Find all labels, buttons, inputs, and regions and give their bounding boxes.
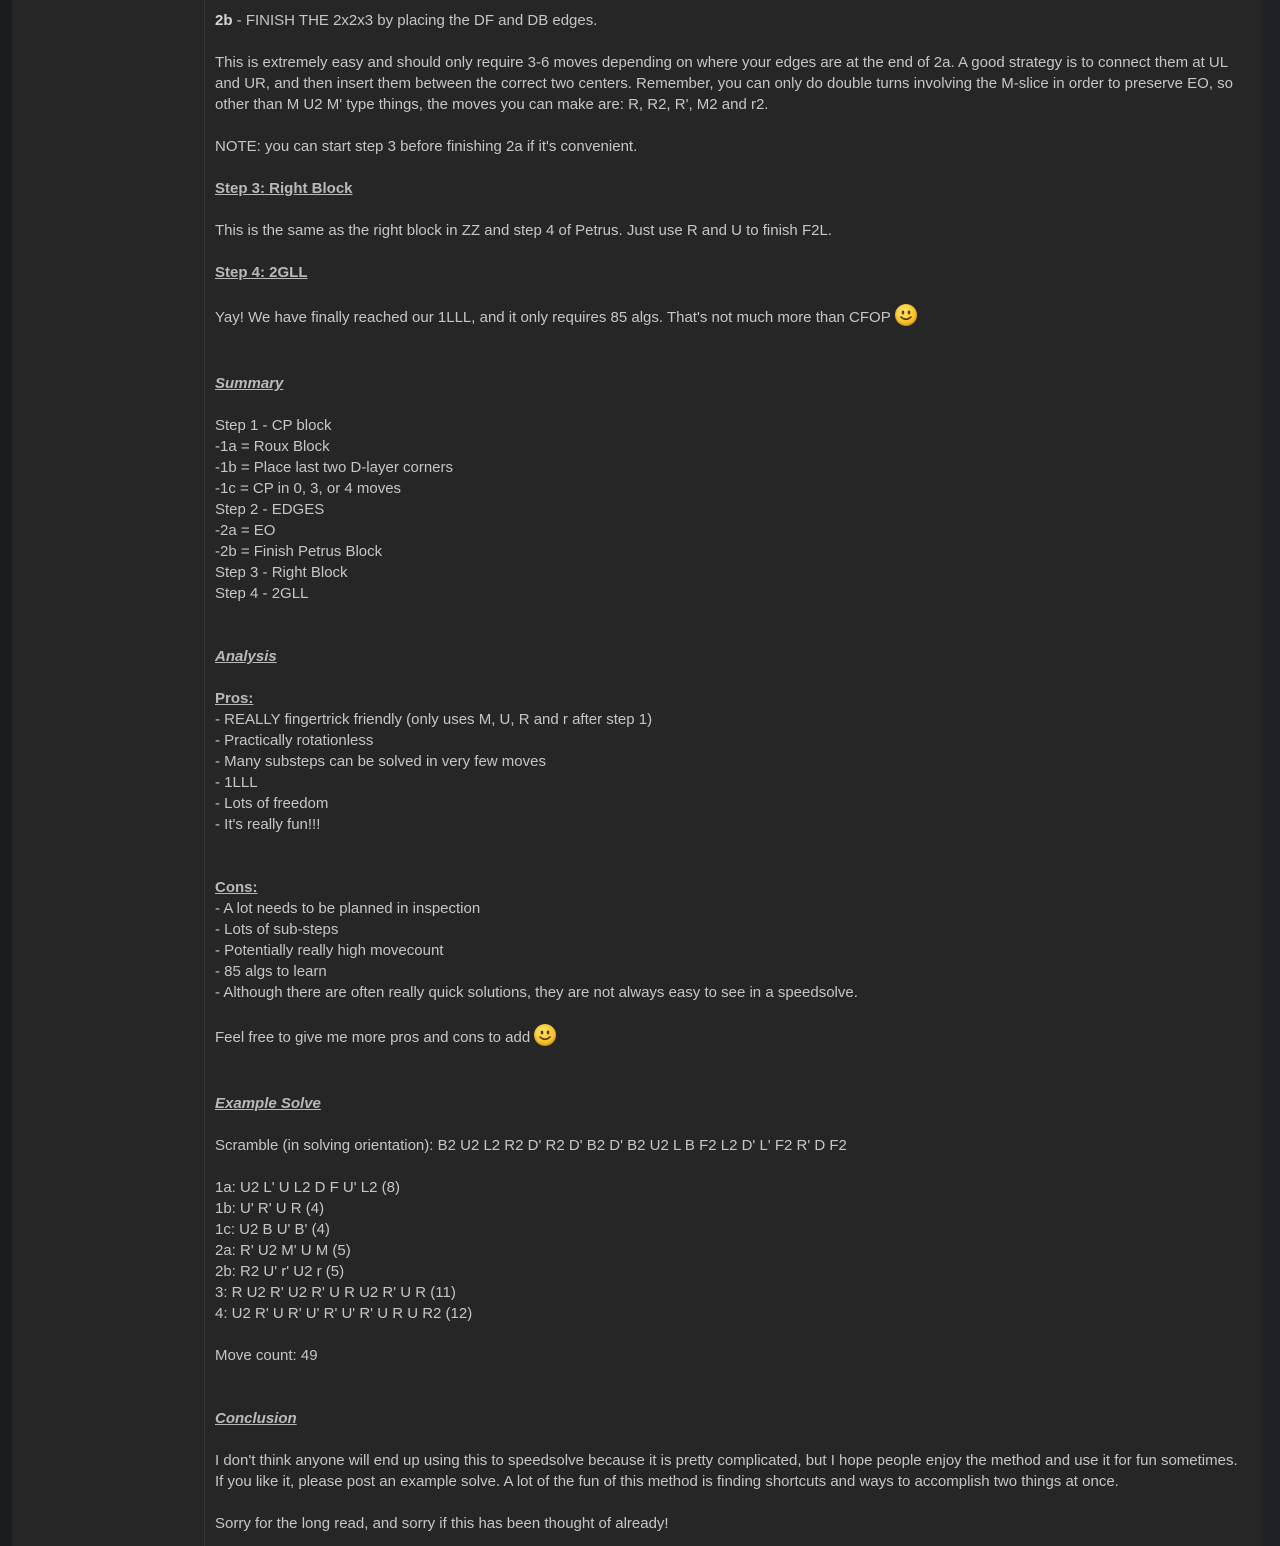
- smiley-icon: [534, 1024, 556, 1046]
- pros-list: [215, 709, 1245, 835]
- post-author-column: [12, 0, 205, 1546]
- post-body: [215, 10, 1245, 1534]
- solve-steps: [215, 1177, 1245, 1324]
- step-3-heading: Step 3: Right Block: [215, 180, 353, 197]
- step-4-line: [215, 304, 1245, 331]
- cons-heading: Cons:: [215, 879, 258, 896]
- pros-heading: Pros:: [215, 690, 254, 707]
- summary-item: -1a = Roux Block: [215, 438, 330, 455]
- con-item: - A lot needs to be planned in inspection: [215, 900, 481, 917]
- summary-heading: Summary: [215, 375, 284, 392]
- pro-item: - Lots of freedom: [215, 795, 329, 812]
- summary-item: -2a = EO: [215, 522, 276, 539]
- summary-item: -2b = Finish Petrus Block: [215, 543, 383, 560]
- pro-item: - 1LLL: [215, 774, 258, 791]
- summary-item: Step 2 - EDGES: [215, 501, 325, 518]
- move-count: Move count: 49: [215, 1347, 318, 1364]
- pro-item: - Many substeps can be solved in very few moves: [215, 753, 546, 770]
- note-text: NOTE: you can start step 3 before finishing 2a if it's convenient.: [215, 138, 638, 155]
- step-2b-line: [215, 10, 1245, 31]
- conclusion-heading: Conclusion: [215, 1410, 297, 1427]
- con-item: - 85 algs to learn: [215, 963, 327, 980]
- solve-step: 2a: R' U2 M' U M (5): [215, 1242, 351, 1259]
- step-4-heading: Step 4: 2GLL: [215, 264, 308, 281]
- summary-item: Step 4 - 2GLL: [215, 585, 309, 602]
- con-item: - Lots of sub-steps: [215, 921, 339, 938]
- pro-item: - Practically rotationless: [215, 732, 374, 749]
- pro-item: - REALLY fingertrick friendly (only uses M, U, R and r after step 1): [215, 711, 653, 728]
- conclusion-body: I don't think anyone will end up using this to speedsolve because it is pretty complicated, but I hope people enjoy the method and use it for fun sometimes. If you like it, please post an example solve. A lot of the fun of this method is finding shortcuts and ways to accomplish two things at once.: [215, 1452, 1242, 1490]
- solve-step: 1c: U2 B U' B' (4): [215, 1221, 330, 1238]
- step-3-body: This is the same as the right block in ZZ and step 4 of Petrus. Just use R and U to finish F2L.: [215, 222, 832, 239]
- closing-text: Sorry for the long read, and sorry if this has been thought of already!: [215, 1515, 669, 1532]
- smiley-icon: [895, 304, 917, 326]
- con-item: - Potentially really high movecount: [215, 942, 444, 959]
- pro-item: - It's really fun!!!: [215, 816, 321, 833]
- example-solve-heading: Example Solve: [215, 1095, 321, 1112]
- summary-item: Step 3 - Right Block: [215, 564, 348, 581]
- step-2b-label: 2b: [215, 12, 233, 29]
- scramble-text: Scramble (in solving orientation): B2 U2 L2 R2 D' R2 D' B2 D' B2 U2 L B F2 L2 D' L' F2 R' D F2: [215, 1137, 847, 1154]
- summary-item: Step 1 - CP block: [215, 417, 332, 434]
- cons-list: [215, 898, 1245, 1003]
- solve-step: 1b: U' R' U R (4): [215, 1200, 325, 1217]
- feedback-line: [215, 1024, 1245, 1051]
- feedback-text: Feel free to give me more pros and cons to add: [215, 1029, 531, 1046]
- forum-post-page: [12, 0, 1262, 1546]
- solve-step: 4: U2 R' U R' U' R' U' R' U R U R2 (12): [215, 1305, 473, 1322]
- step-4-body: Yay! We have finally reached our 1LLL, and it only requires 85 algs. That's not much more than CFOP: [215, 309, 891, 326]
- summary-list: [215, 415, 1245, 604]
- con-item: - Although there are often really quick solutions, they are not always easy to see in a speedsolve.: [215, 984, 858, 1001]
- step-2b-title: - FINISH THE 2x2x3 by placing the DF and DB edges.: [232, 12, 598, 29]
- solve-step: 2b: R2 U' r' U2 r (5): [215, 1263, 345, 1280]
- summary-item: -1b = Place last two D-layer corners: [215, 459, 454, 476]
- solve-step: 3: R U2 R' U2 R' U R U2 R' U R (11): [215, 1284, 456, 1301]
- summary-item: -1c = CP in 0, 3, or 4 moves: [215, 480, 402, 497]
- solve-step: 1a: U2 L' U L2 D F U' L2 (8): [215, 1179, 400, 1196]
- analysis-heading: Analysis: [215, 648, 277, 665]
- step-2b-body: This is extremely easy and should only require 3-6 moves depending on where your edges are at the end of 2a. A good strategy is to connect them at UL and UR, and then insert them between the correct two centers. Remember, you can only do double turns involving the M-slice in order to preserve EO, so other than M U2 M' type things, the moves you can make are: R, R2, R', M2 and r2.: [215, 54, 1238, 113]
- left-gutter: [0, 0, 12, 1546]
